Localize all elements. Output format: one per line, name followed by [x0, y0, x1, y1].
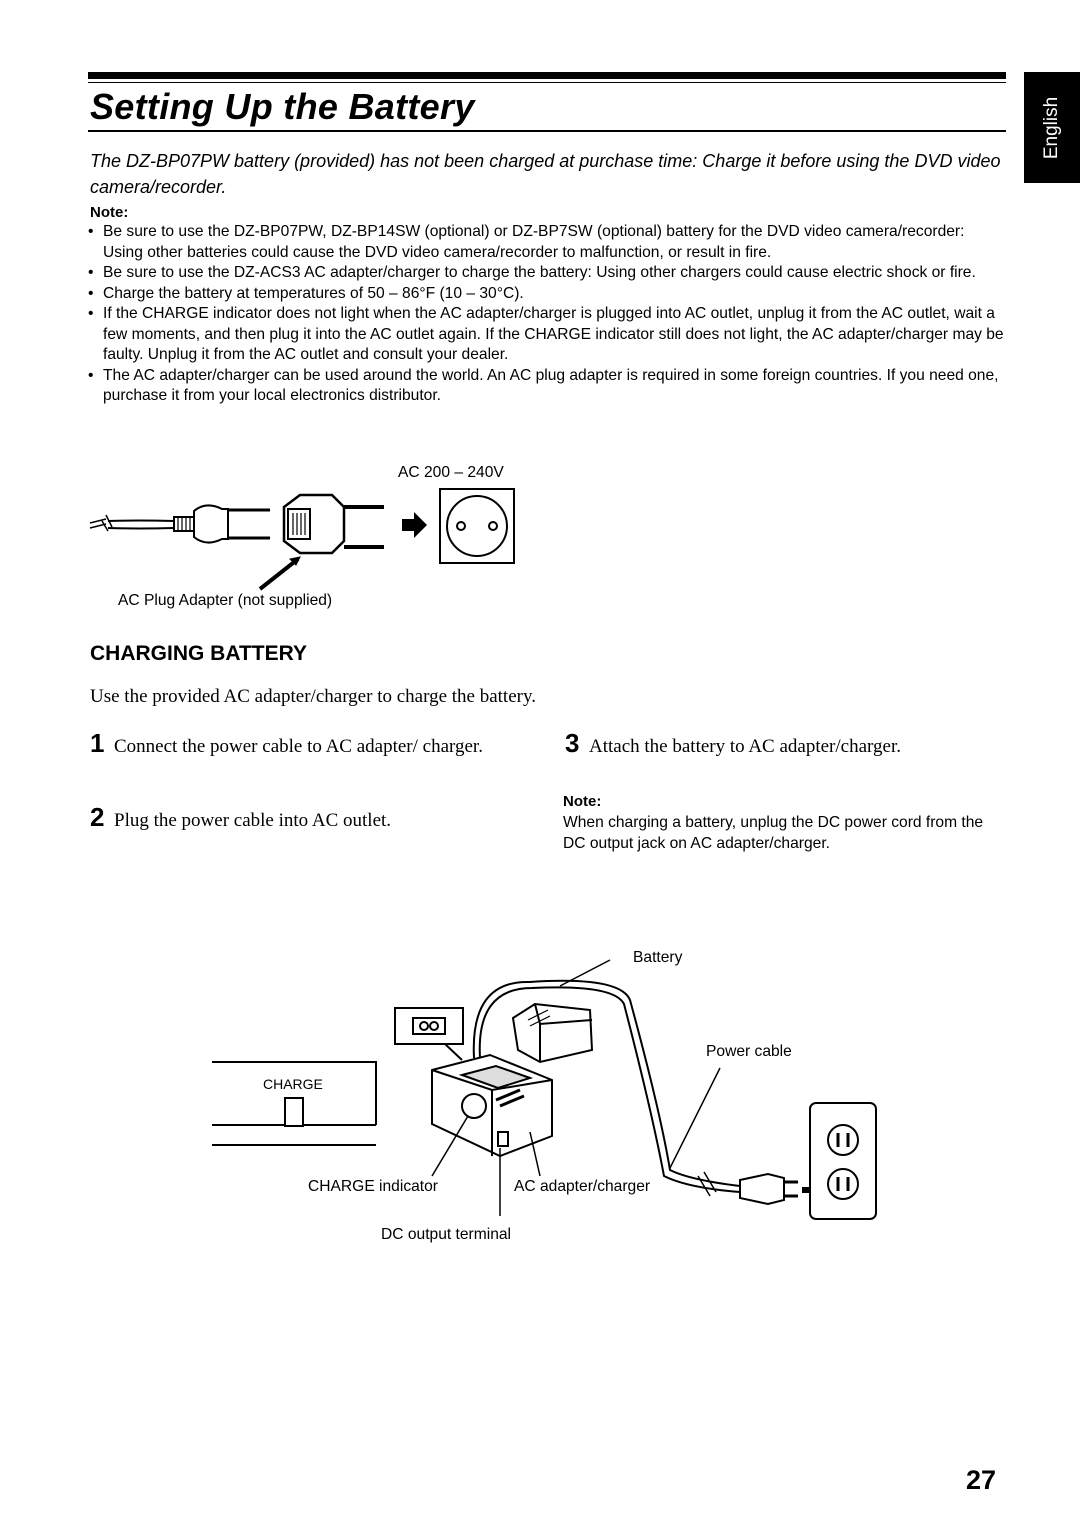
charge-indicator-label: CHARGE indicator [308, 1178, 438, 1195]
note-label: Note : [90, 204, 128, 221]
battery-icon [513, 960, 610, 1062]
step-number: 1 [90, 728, 105, 758]
step-text: Connect the power cable to AC adapter/ charger. [114, 736, 483, 757]
charger-figure [200, 940, 900, 1250]
language-tab-label: English [1041, 96, 1062, 159]
title-underline [88, 130, 1006, 132]
charge-panel-inset [212, 1062, 376, 1145]
step-text: Plug the power cable into AC outlet. [114, 810, 392, 831]
battery-label: Battery [633, 949, 683, 966]
voltage-label: AC 200 – 240V [398, 464, 504, 481]
plug-adapter-figure [88, 455, 528, 615]
note-item: • If the CHARGE indicator does not light when the AC adapter/charger is plugged into AC outlet, unplug it from the AC outlet, wait a few moments, and then plug it into the AC outlet again. If the CHARGE indicator still does not light, the AC adapter/charger may be faulty. Unplug it from the AC outlet and consult your dealer. [88, 304, 1006, 366]
dc-output-label: DC output terminal [381, 1226, 512, 1243]
plug-adapter-icon [284, 495, 384, 553]
step-number: 3 [565, 728, 580, 758]
arrow-right-icon [402, 512, 427, 538]
page-number: 27 [966, 1465, 997, 1495]
round-outlet-icon [440, 489, 514, 563]
adapter-caption: AC Plug Adapter (not supplied) [118, 592, 333, 609]
language-tab [1024, 72, 1080, 183]
dc-jack-callout [395, 1008, 463, 1060]
step-2 [90, 802, 510, 834]
page-title: Setting Up the Battery [90, 86, 475, 127]
callout-arrow [260, 557, 300, 589]
header-rule-thick [88, 72, 1006, 79]
charge-panel-label: CHARGE [263, 1076, 323, 1092]
ac-adapter-charger-icon [432, 1055, 552, 1156]
note-list [88, 222, 1006, 407]
section-heading: CHARGING BATTERY [90, 642, 307, 665]
note-label: Note : [563, 793, 601, 810]
note-item: • The AC adapter/charger can be used around the world. An AC plug adapter is required in some foreign countries. If you need one, purchase it from your local electronics distributor. [88, 366, 1006, 407]
step-number: 2 [90, 802, 105, 832]
header-rule-thin [88, 82, 1006, 83]
plug-cord-icon [90, 505, 270, 542]
wall-outlet-icon [810, 1103, 876, 1219]
step-text: Attach the battery to AC adapter/charger. [589, 736, 901, 757]
ac-adapter-label: AC adapter/charger [514, 1178, 651, 1195]
note-item: • Charge the battery at temperatures of 50 – 86°F (10 – 30°C). [88, 284, 1006, 305]
step-1 [90, 728, 510, 760]
section-intro: Use the provided AC adapter/charger to charge the battery. [90, 686, 536, 707]
note-text: When charging a battery, unplug the DC power cord from the DC output jack on AC adapter/charger. [563, 814, 984, 852]
step-3 [565, 728, 1005, 760]
note-item: • Be sure to use the DZ-ACS3 AC adapter/charger to charge the battery: Using other chargers could cause electric shock or fire. [88, 263, 1006, 284]
note-item: • Be sure to use the DZ-BP07PW, DZ-BP14SW (optional) or DZ-BP7SW (optional) battery for the DVD video camera/recorder: Using other batteries could cause the DVD video camera/recorder to malfunction, or result in fire. [88, 222, 1006, 263]
power-cable-label: Power cable [706, 1043, 792, 1060]
intro-paragraph: The DZ-BP07PW battery (provided) has not been charged at purchase time: Charge it before using the DVD video camera/recorder. [90, 151, 1001, 197]
